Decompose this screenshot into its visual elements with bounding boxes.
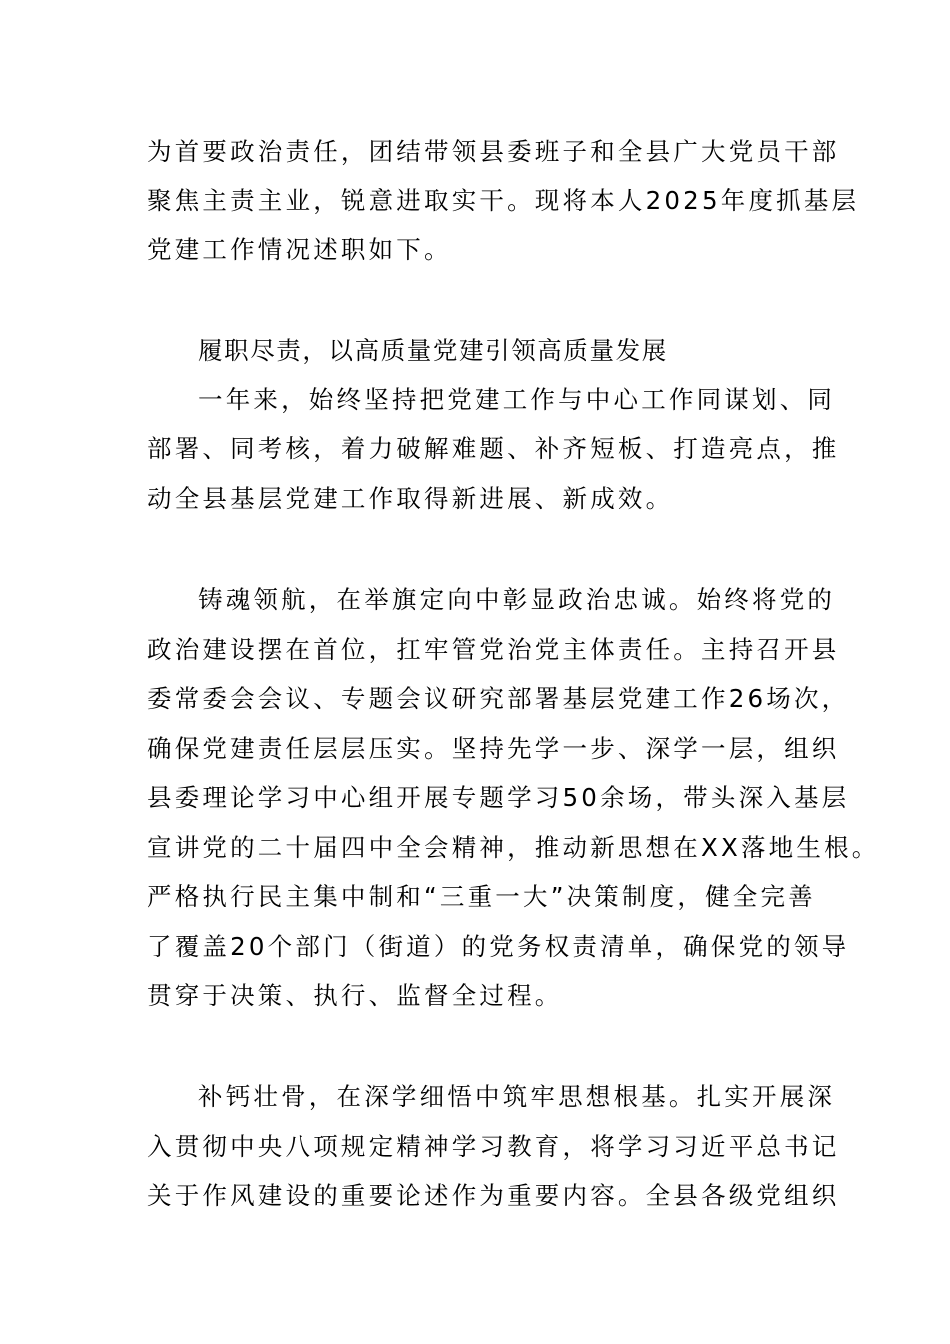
section-heading: 履职尽责，以高质量党建引领高质量发展 [198, 336, 668, 365]
body-line-16: 贯穿于决策、执行、监督全过程。 [147, 981, 563, 1010]
body-line-9: 政治建设摆在首位，扛牢管党治党主体责任。主持召开县 [147, 635, 840, 664]
body-line-7: 动全县基层党建工作取得新进展、新成效。 [147, 484, 674, 513]
body-line-12: 县委理论学习中心组开展专题学习50余场，带头深入基层 [147, 783, 850, 812]
body-line-6: 部署、同考核，着力破解难题、补齐短板、打造亮点，推 [147, 434, 840, 463]
body-line-3: 党建工作情况述职如下。 [147, 235, 452, 264]
body-line-5: 一年来，始终坚持把党建工作与中心工作同谋划、同 [198, 385, 836, 414]
body-line-17: 补钙壮骨，在深学细悟中筑牢思想根基。扎实开展深 [198, 1082, 836, 1111]
body-line-10: 委常委会会议、专题会议研究部署基层党建工作26场次， [147, 684, 850, 713]
body-line-13: 宣讲党的二十届四中全会精神，推动新思想在XX落地生根。 [147, 833, 880, 862]
body-line-18: 入贯彻中央八项规定精神学习教育，将学习习近平总书记 [147, 1132, 840, 1161]
body-line-15: 了覆盖20个部门（街道）的党务权责清单，确保党的领导 [147, 932, 850, 961]
body-line-19: 关于作风建设的重要论述作为重要内容。全县各级党组织 [147, 1181, 840, 1210]
body-line-11: 确保党建责任层层压实。坚持先学一步、深学一层，组织 [147, 734, 840, 763]
body-line-14: 严格执行民主集中制和“三重一大”决策制度，健全完善 [147, 882, 816, 911]
body-line-8: 铸魂领航，在举旗定向中彰显政治忠诚。始终将党的 [198, 585, 836, 614]
body-line-2: 聚焦主责主业，锐意进取实干。现将本人2025年度抓基层 [147, 186, 860, 215]
body-line-1: 为首要政治责任，团结带领县委班子和全县广大党员干部 [147, 137, 840, 166]
